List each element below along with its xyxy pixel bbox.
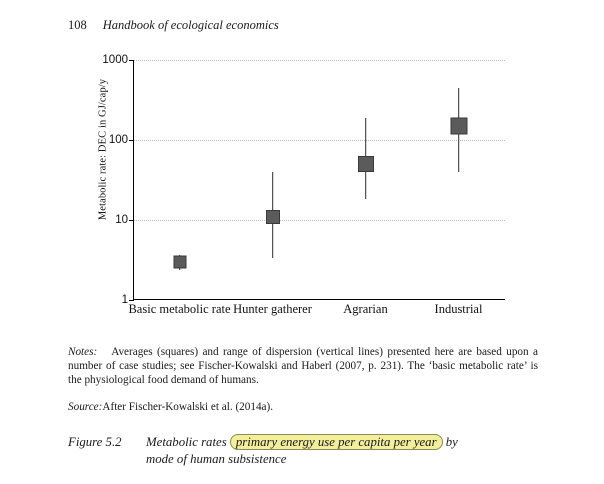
figure-source — [68, 400, 538, 414]
source-text: After Fischer-Kowalski et al. (2014a). — [102, 401, 274, 413]
figure-chart — [88, 52, 518, 337]
caption-part-2: by — [445, 435, 458, 449]
x-category-basic-metabolic-rate: Basic metabolic rate — [128, 302, 231, 316]
ytick-mark-1000 — [129, 60, 134, 61]
ytick-mark-100 — [129, 140, 134, 141]
gridline-1000 — [134, 60, 505, 61]
data-marker-industrial — [450, 117, 467, 134]
x-axis-labels — [128, 302, 505, 338]
source-label: Source: — [68, 401, 103, 413]
ytick-label-1: 1 — [121, 294, 128, 306]
notes-label: Notes: — [68, 346, 98, 358]
y-axis-title: Metabolic rate: DEC in GJ/cap/y — [97, 78, 109, 221]
caption-part-1: Metabolic rates — [146, 435, 227, 449]
notes-text: Averages (squares) and range of dispersion (vertical lines) presented here are based upon a number of case studies; see Fischer-Kowalski and Haberl (2007, p. 231). The ‘basic metabolic rate’ is the physiological food demand of humans. — [68, 346, 538, 387]
figure-number: Figure 5.2 — [68, 435, 122, 449]
figure-notes — [68, 345, 538, 388]
caption-line-2: mode of human subsistence — [146, 452, 287, 466]
data-marker-basic-metabolic-rate — [174, 255, 187, 268]
x-category-industrial: Industrial — [434, 302, 483, 316]
data-marker-agrarian — [358, 156, 374, 172]
x-category-agrarian: Agrarian — [343, 302, 388, 316]
book-title: Handbook of ecological economics — [102, 18, 279, 32]
running-head — [68, 18, 279, 33]
page-number: 108 — [68, 18, 87, 32]
data-marker-hunter-gatherer — [266, 210, 280, 224]
gridline-10 — [134, 220, 505, 221]
figure-caption — [68, 434, 548, 468]
caption-highlight: primary energy use per capita per year — [230, 434, 443, 450]
ytick-mark-10 — [129, 220, 134, 221]
ytick-label-100: 100 — [108, 134, 128, 146]
x-category-hunter-gatherer: Hunter gatherer — [233, 302, 312, 316]
gridline-100 — [134, 140, 505, 141]
ytick-mark-1 — [129, 300, 134, 301]
ytick-label-1000: 1000 — [102, 54, 128, 66]
ytick-label-10: 10 — [115, 214, 128, 226]
